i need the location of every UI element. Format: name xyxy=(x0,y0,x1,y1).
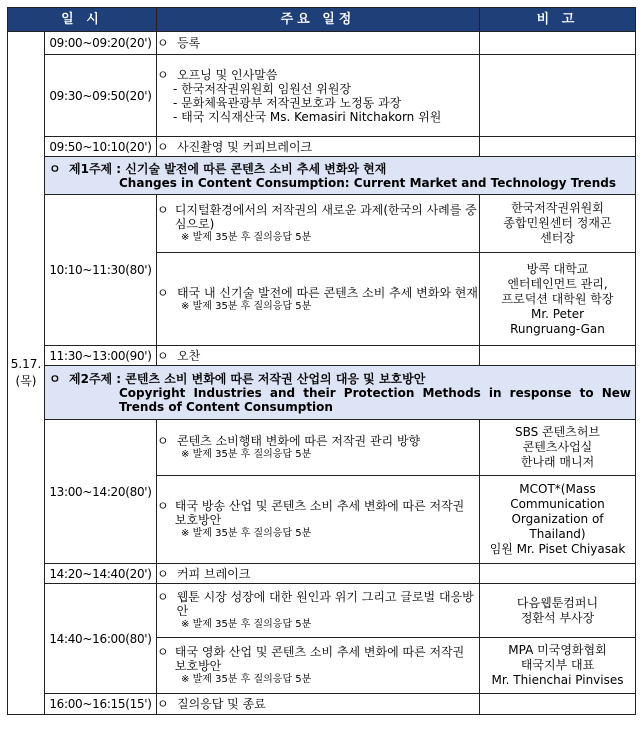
note-line: 임원 Mr. Piset Chiyasak xyxy=(489,542,626,556)
bullet-icon: ㅇ xyxy=(157,139,169,154)
program-subnote: ※ 발제 35분 후 질의응답 5분 xyxy=(181,674,312,685)
program-cell xyxy=(157,694,480,715)
program-title: 등록 xyxy=(177,36,201,50)
speaker-line: - 태국 지식재산국 Ms. Kemasiri Nitchakorn 위원 xyxy=(173,109,442,124)
note-cell xyxy=(480,137,636,157)
speaker-line: - 문화체육관광부 저작권보호과 노정동 과장 xyxy=(173,95,402,110)
program-cell xyxy=(157,564,480,584)
program-cell xyxy=(157,638,480,694)
schedule-row xyxy=(8,137,636,157)
time-cell: 14:20~14:40(20') xyxy=(45,564,157,584)
bullet-icon: ㅇ xyxy=(157,697,169,711)
note-mark-icon: ※ xyxy=(181,674,190,685)
note-cell xyxy=(480,195,636,253)
theme-title-en: Copyright Industries and their Protection Methods in response to New Trends of Content Consumption xyxy=(119,385,631,414)
bullet-icon: ㅇ xyxy=(49,161,61,176)
schedule-row xyxy=(8,694,636,715)
schedule-row xyxy=(8,32,636,55)
theme-cell xyxy=(45,157,636,195)
time-cell: 13:00~14:20(80') xyxy=(45,420,157,564)
note-mark-icon: ※ xyxy=(181,232,190,243)
note-line: 종합민원센터 정재곤 xyxy=(503,216,612,230)
note-cell xyxy=(480,55,636,137)
note-line: Mr. Thienchai Pinvises xyxy=(491,673,624,687)
time-cell: 16:00~16:15(15') xyxy=(45,694,157,715)
note-mark-icon: ※ xyxy=(181,528,190,539)
program-title: 질의응답 및 종료 xyxy=(177,697,266,711)
time-cell: 09:00~09:20(20') xyxy=(45,32,157,55)
program-title: 태국 내 신기술 발전에 따른 콘텐츠 소비 추세 변화와 현재 xyxy=(177,285,478,300)
program-title: 사진촬영 및 커피브레이크 xyxy=(177,139,313,154)
time-cell: 09:50~10:10(20') xyxy=(45,137,157,157)
bullet-icon: ㅇ xyxy=(157,645,169,659)
bullet-icon: ㅇ xyxy=(157,36,169,50)
program-cell xyxy=(157,476,480,564)
program-cell xyxy=(157,55,480,137)
time-cell: 14:40~16:00(80') xyxy=(45,584,157,694)
date-cell xyxy=(8,32,45,715)
schedule-row xyxy=(8,420,636,476)
bullet-icon: ㅇ xyxy=(157,67,169,82)
bullet-icon: ㅇ xyxy=(157,285,169,300)
program-title: 커피 브레이크 xyxy=(177,566,251,581)
header-row xyxy=(8,8,636,32)
theme-title-en: Changes in Content Consumption: Current Market and Technology Trends xyxy=(119,175,616,190)
note-cell xyxy=(480,564,636,584)
time-cell: 11:30~13:00(90') xyxy=(45,346,157,366)
note-line: MPA 미국영화협회 xyxy=(508,643,607,657)
note-cell xyxy=(480,694,636,715)
note-line: 방콕 대학교 xyxy=(526,261,589,276)
date-day: 5.17. xyxy=(10,357,42,371)
schedule-row xyxy=(8,195,636,253)
bullet-icon: ㅇ xyxy=(157,499,169,513)
program-subnote: ※ 발제 35분 후 질의응답 5분 xyxy=(181,300,312,312)
theme-cell xyxy=(45,366,636,420)
note-cell xyxy=(480,420,636,476)
program-title: 태국 영화 산업 및 콘텐츠 소비 추세 변화에 따른 저작권 보호방안 xyxy=(174,645,465,673)
note-line: 센터장 xyxy=(540,231,575,245)
note-line: Communication xyxy=(510,497,605,511)
note-mark-icon: ※ xyxy=(181,449,190,460)
date-weekday: (목) xyxy=(15,374,37,388)
note-line: Organization of xyxy=(511,512,604,526)
program-subnote: ※ 발제 35분 후 질의응답 5분 xyxy=(181,449,312,460)
schedule-row xyxy=(8,564,636,584)
program-title: 태국 방송 산업 및 콘텐츠 소비 추세 변화에 따른 저작권 보호방안 xyxy=(174,499,465,527)
note-line: 다음웹툰컴퍼니 xyxy=(516,595,599,610)
note-mark-icon: ※ xyxy=(181,619,190,630)
bullet-icon: ㅇ xyxy=(157,566,169,581)
program-title: 오프닝 및 인사말씀 xyxy=(177,67,278,82)
header-note: 비 고 xyxy=(480,8,636,32)
bullet-icon: ㅇ xyxy=(157,590,169,604)
bullet-icon: ㅇ xyxy=(157,348,169,363)
note-line: 정환석 부사장 xyxy=(520,610,595,625)
note-line: Rungruang-Gan xyxy=(510,321,605,336)
program-title: 오찬 xyxy=(177,348,201,363)
note-line: 엔터테인먼트 관리, xyxy=(507,276,608,291)
note-line: 한나래 매니저 xyxy=(520,455,595,469)
program-cell xyxy=(157,420,480,476)
schedule-table xyxy=(7,7,636,715)
note-line: SBS 콘텐츠허브 xyxy=(514,425,601,439)
note-cell xyxy=(480,584,636,638)
note-line: Mr. Peter xyxy=(530,306,585,321)
program-cell xyxy=(157,137,480,157)
schedule-row xyxy=(8,55,636,137)
note-line: 태국지부 대표 xyxy=(520,658,595,672)
theme-row xyxy=(8,157,636,195)
bullet-icon: ㅇ xyxy=(157,434,169,448)
program-title: 디지털환경에서의 저작권의 새로운 과제(한국의 사례를 중심으로) xyxy=(174,203,477,231)
note-cell xyxy=(480,346,636,366)
note-line: Thailand) xyxy=(529,527,586,541)
program-cell xyxy=(157,584,480,638)
program-subnote: ※ 발제 35분 후 질의응답 5분 xyxy=(181,619,312,630)
note-line: 콘텐츠사업실 xyxy=(522,440,593,454)
program-cell xyxy=(157,253,480,346)
note-cell xyxy=(480,476,636,564)
program-title: 콘텐츠 소비행태 변화에 따른 저작권 관리 방향 xyxy=(177,434,421,448)
note-line: MCOT*(Mass xyxy=(519,482,596,496)
note-cell xyxy=(480,32,636,55)
note-mark-icon: ※ xyxy=(181,300,190,312)
schedule-row xyxy=(8,346,636,366)
theme-title-ko: 제1주제 : 신기술 발전에 따른 콘텐츠 소비 추세 변화와 현재 xyxy=(69,161,387,176)
program-cell xyxy=(157,195,480,253)
time-cell: 10:10~11:30(80') xyxy=(45,195,157,346)
note-cell xyxy=(480,638,636,694)
program-subnote: ※ 발제 35분 후 질의응답 5분 xyxy=(181,528,312,539)
bullet-icon: ㅇ xyxy=(49,371,61,386)
time-cell: 09:30~09:50(20') xyxy=(45,55,157,137)
program-cell xyxy=(157,32,480,55)
header-time: 일 시 xyxy=(8,8,157,32)
theme-title-ko: 제2주제 : 콘텐츠 소비 변화에 따른 저작권 산업의 대응 및 보호방안 xyxy=(69,371,426,386)
note-cell xyxy=(480,253,636,346)
note-line: 프로덕션 대학원 학장 xyxy=(501,291,614,306)
header-program: 주요 일정 xyxy=(157,8,480,32)
program-title: 웹툰 시장 성장에 대한 원인과 위기 그리고 글로벌 대응방안 xyxy=(176,590,474,618)
program-subnote: ※ 발제 35분 후 질의응답 5분 xyxy=(181,232,312,243)
note-line: 한국저작권위원회 xyxy=(511,201,604,215)
program-cell xyxy=(157,346,480,366)
speaker-line: - 한국저작권위원회 임원선 위원장 xyxy=(173,81,352,96)
theme-row xyxy=(8,366,636,420)
bullet-icon: ㅇ xyxy=(157,203,169,217)
schedule-row xyxy=(8,584,636,638)
